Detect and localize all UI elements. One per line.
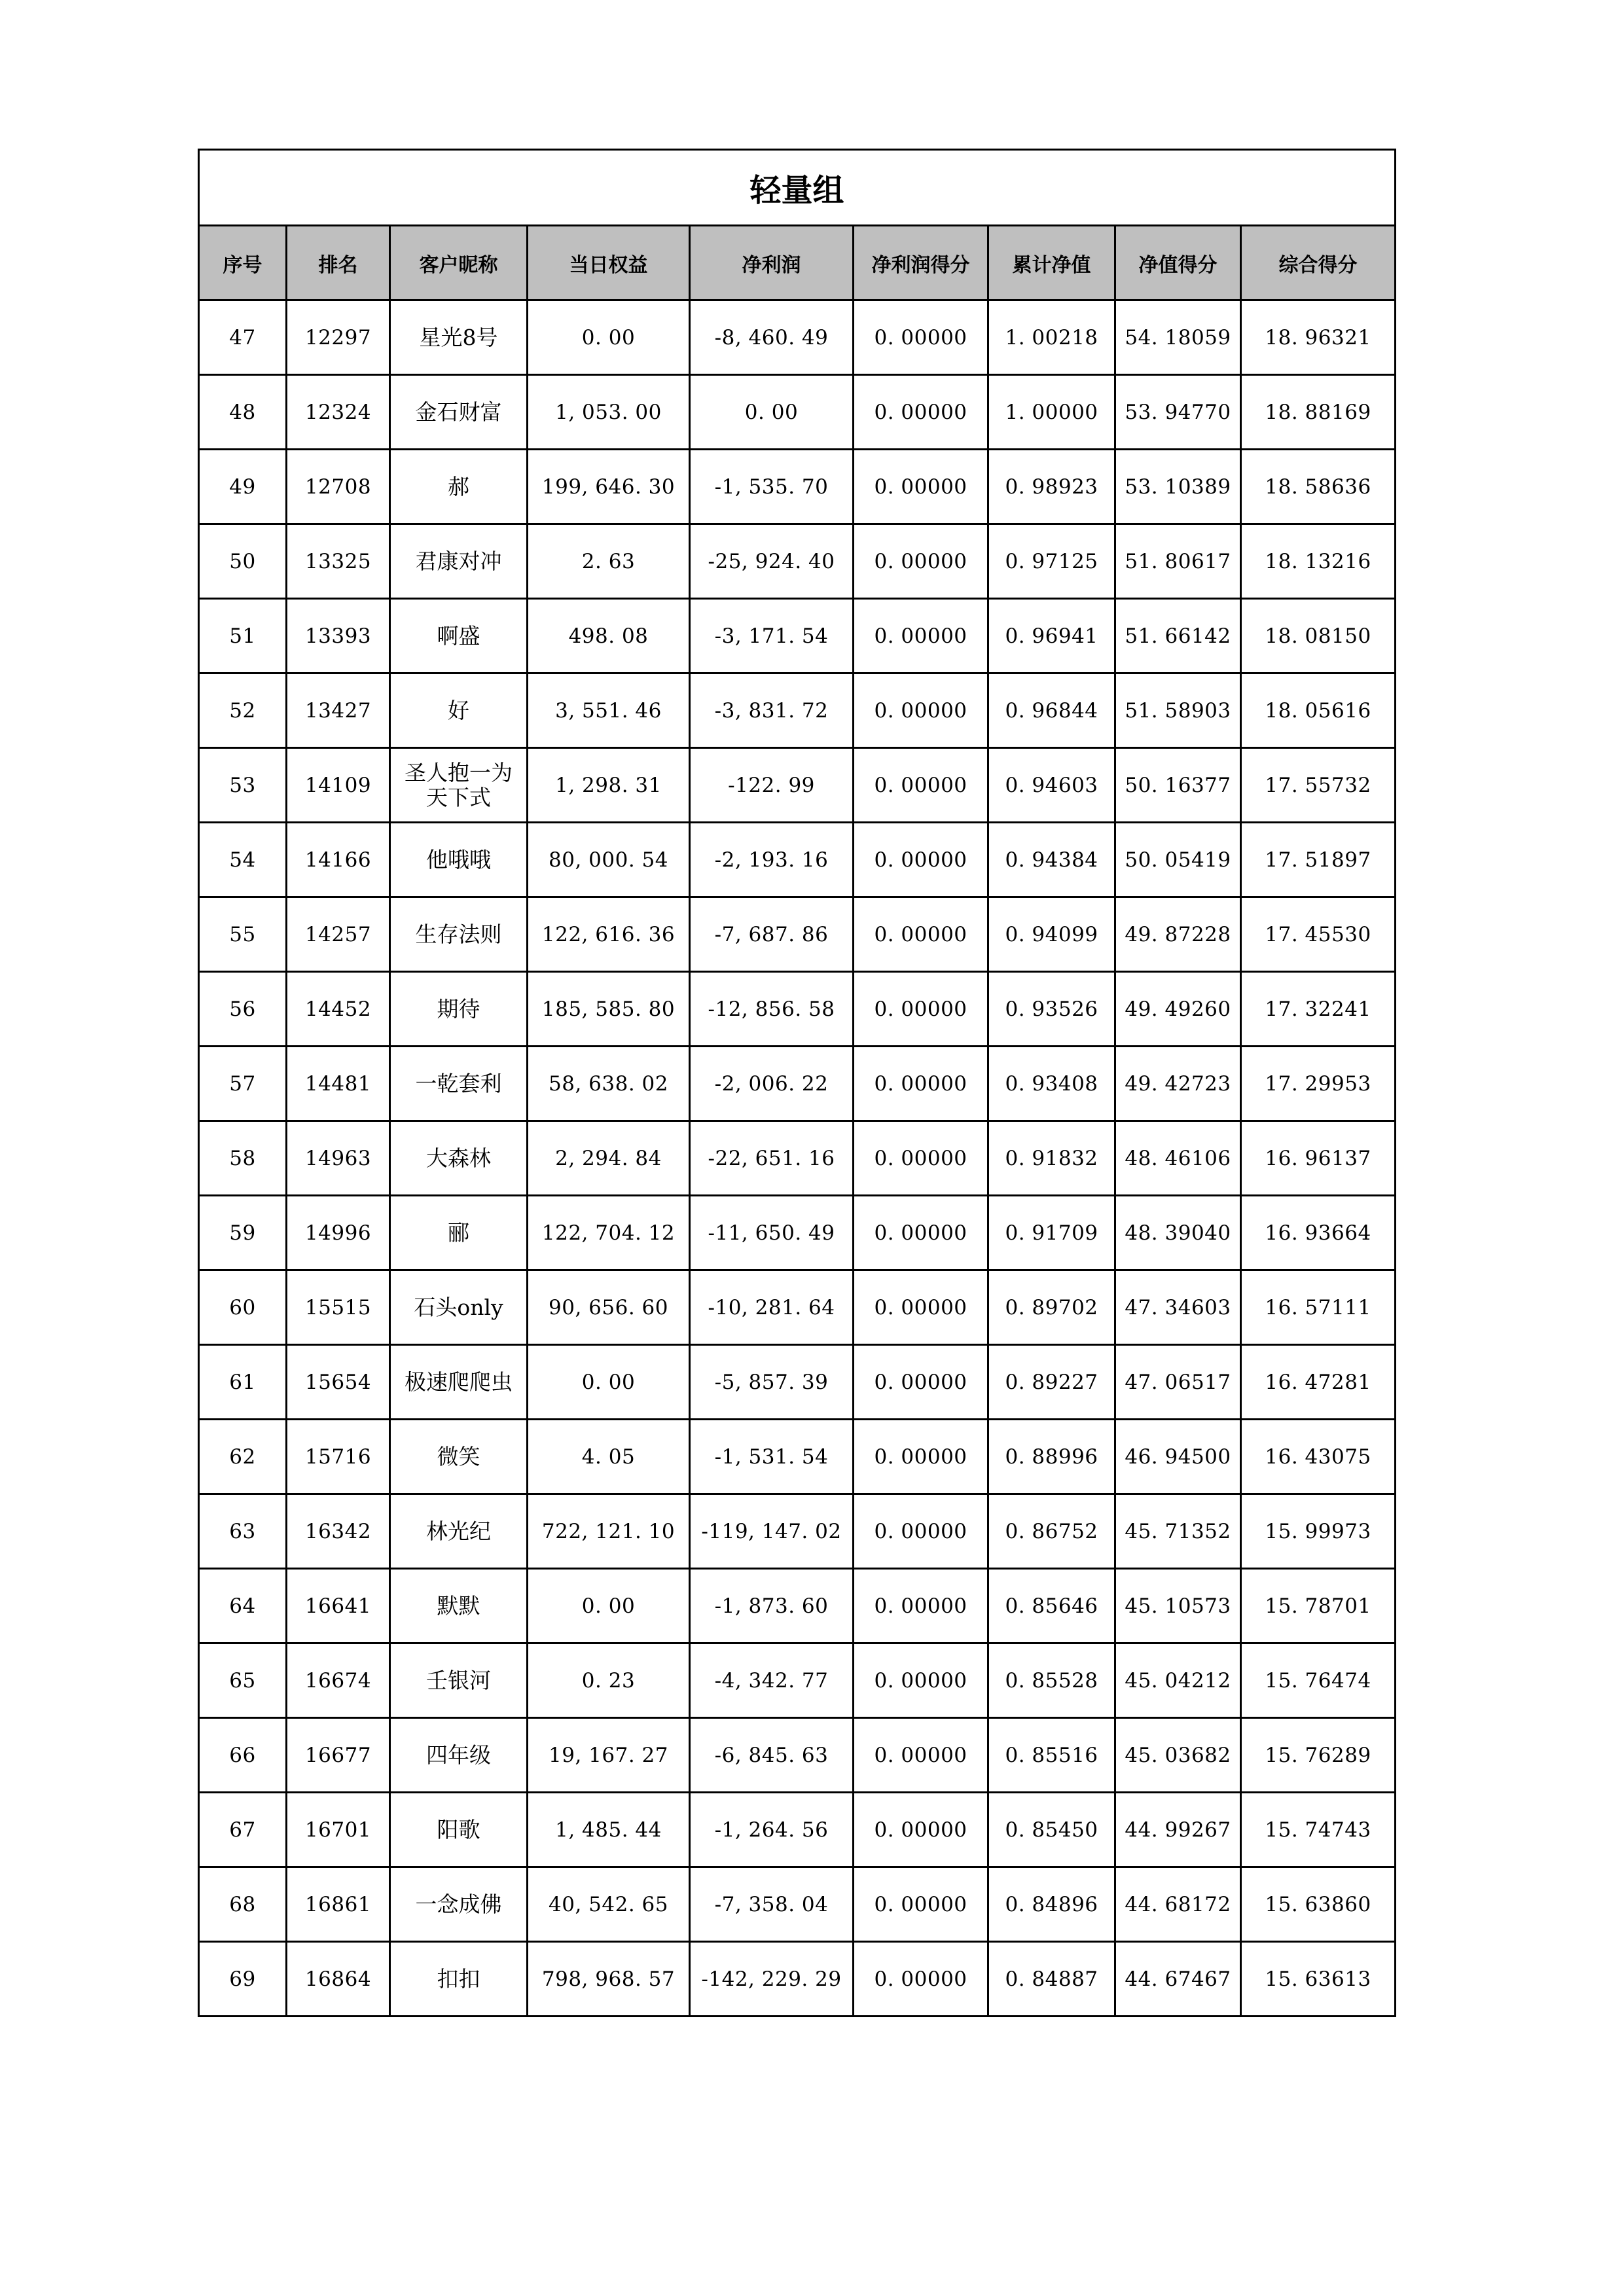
cumulative-nav-cell: 0. 85450 <box>988 1793 1115 1867</box>
nav-score-cell: 47. 06517 <box>1115 1345 1241 1420</box>
rank-cell: 15654 <box>287 1345 390 1420</box>
net-profit-cell: -1, 873. 60 <box>690 1569 854 1643</box>
column-header-nickname: 客户昵称 <box>390 226 528 300</box>
nickname-cell: 极速爬爬虫 <box>390 1345 528 1420</box>
nickname-cell: 石头only <box>390 1270 528 1345</box>
net-profit-score-cell: 0. 00000 <box>854 1718 988 1793</box>
equity-cell: 40, 542. 65 <box>528 1867 690 1942</box>
composite-score-cell: 15. 76289 <box>1241 1718 1396 1793</box>
cumulative-nav-cell: 0. 91709 <box>988 1196 1115 1270</box>
cumulative-nav-cell: 0. 94384 <box>988 823 1115 897</box>
composite-score-cell: 18. 58636 <box>1241 450 1396 524</box>
seq-cell: 67 <box>199 1793 287 1867</box>
nickname-cell: 阳歌 <box>390 1793 528 1867</box>
composite-score-cell: 16. 96137 <box>1241 1121 1396 1196</box>
nickname-cell: 金石财富 <box>390 375 528 450</box>
table-body <box>199 300 1396 2017</box>
net-profit-cell: -6, 845. 63 <box>690 1718 854 1793</box>
nickname-cell: 扣扣 <box>390 1942 528 2017</box>
net-profit-cell: -8, 460. 49 <box>690 300 854 375</box>
net-profit-cell: -4, 342. 77 <box>690 1643 854 1718</box>
seq-cell: 54 <box>199 823 287 897</box>
net-profit-score-cell: 0. 00000 <box>854 1867 988 1942</box>
net-profit-score-cell: 0. 00000 <box>854 1793 988 1867</box>
table-row <box>199 1345 1396 1420</box>
rank-cell: 14963 <box>287 1121 390 1196</box>
nav-score-cell: 44. 68172 <box>1115 1867 1241 1942</box>
net-profit-score-cell: 0. 00000 <box>854 897 988 972</box>
rank-cell: 14996 <box>287 1196 390 1270</box>
column-header-composite-score: 综合得分 <box>1241 226 1396 300</box>
rank-cell: 12324 <box>287 375 390 450</box>
cumulative-nav-cell: 0. 85516 <box>988 1718 1115 1793</box>
composite-score-cell: 16. 57111 <box>1241 1270 1396 1345</box>
rank-cell: 16864 <box>287 1942 390 2017</box>
cumulative-nav-cell: 0. 85528 <box>988 1643 1115 1718</box>
composite-score-cell: 18. 08150 <box>1241 599 1396 673</box>
net-profit-score-cell: 0. 00000 <box>854 1569 988 1643</box>
composite-score-cell: 18. 88169 <box>1241 375 1396 450</box>
nickname-cell: 他哦哦 <box>390 823 528 897</box>
rank-cell: 16861 <box>287 1867 390 1942</box>
nickname-cell: 默默 <box>390 1569 528 1643</box>
cumulative-nav-cell: 0. 93526 <box>988 972 1115 1047</box>
composite-score-cell: 16. 47281 <box>1241 1345 1396 1420</box>
equity-cell: 80, 000. 54 <box>528 823 690 897</box>
table-row <box>199 748 1396 823</box>
nav-score-cell: 53. 94770 <box>1115 375 1241 450</box>
seq-cell: 47 <box>199 300 287 375</box>
cumulative-nav-cell: 0. 98923 <box>988 450 1115 524</box>
net-profit-cell: -22, 651. 16 <box>690 1121 854 1196</box>
cumulative-nav-cell: 0. 84887 <box>988 1942 1115 2017</box>
table-row <box>199 1718 1396 1793</box>
seq-cell: 62 <box>199 1420 287 1494</box>
seq-cell: 50 <box>199 524 287 599</box>
net-profit-cell: -25, 924. 40 <box>690 524 854 599</box>
ranking-table <box>198 149 1396 2017</box>
equity-cell: 1, 485. 44 <box>528 1793 690 1867</box>
table-row <box>199 1121 1396 1196</box>
seq-cell: 64 <box>199 1569 287 1643</box>
net-profit-score-cell: 0. 00000 <box>854 1643 988 1718</box>
net-profit-score-cell: 0. 00000 <box>854 300 988 375</box>
net-profit-cell: -7, 687. 86 <box>690 897 854 972</box>
nav-score-cell: 51. 66142 <box>1115 599 1241 673</box>
net-profit-score-cell: 0. 00000 <box>854 1047 988 1121</box>
net-profit-score-cell: 0. 00000 <box>854 748 988 823</box>
nickname-cell: 生存法则 <box>390 897 528 972</box>
net-profit-cell: -5, 857. 39 <box>690 1345 854 1420</box>
table-row <box>199 823 1396 897</box>
equity-cell: 0. 00 <box>528 1345 690 1420</box>
composite-score-cell: 15. 76474 <box>1241 1643 1396 1718</box>
net-profit-cell: -142, 229. 29 <box>690 1942 854 2017</box>
net-profit-score-cell: 0. 00000 <box>854 375 988 450</box>
cumulative-nav-cell: 0. 89702 <box>988 1270 1115 1345</box>
rank-cell: 12297 <box>287 300 390 375</box>
seq-cell: 52 <box>199 673 287 748</box>
nav-score-cell: 49. 49260 <box>1115 972 1241 1047</box>
net-profit-score-cell: 0. 00000 <box>854 1196 988 1270</box>
net-profit-cell: -1, 535. 70 <box>690 450 854 524</box>
nav-score-cell: 49. 87228 <box>1115 897 1241 972</box>
seq-cell: 65 <box>199 1643 287 1718</box>
net-profit-cell: -1, 264. 56 <box>690 1793 854 1867</box>
rank-cell: 14452 <box>287 972 390 1047</box>
net-profit-cell: -119, 147. 02 <box>690 1494 854 1569</box>
net-profit-score-cell: 0. 00000 <box>854 972 988 1047</box>
table-row <box>199 1420 1396 1494</box>
nickname-cell: 星光8号 <box>390 300 528 375</box>
nav-score-cell: 46. 94500 <box>1115 1420 1241 1494</box>
equity-cell: 4. 05 <box>528 1420 690 1494</box>
column-header-rank: 排名 <box>287 226 390 300</box>
table-row <box>199 1494 1396 1569</box>
cumulative-nav-cell: 0. 94099 <box>988 897 1115 972</box>
cumulative-nav-cell: 0. 91832 <box>988 1121 1115 1196</box>
net-profit-score-cell: 0. 00000 <box>854 1345 988 1420</box>
seq-cell: 69 <box>199 1942 287 2017</box>
header-row <box>199 226 1396 300</box>
nav-score-cell: 45. 71352 <box>1115 1494 1241 1569</box>
equity-cell: 122, 616. 36 <box>528 897 690 972</box>
table-row <box>199 1867 1396 1942</box>
nav-score-cell: 54. 18059 <box>1115 300 1241 375</box>
rank-cell: 14109 <box>287 748 390 823</box>
cumulative-nav-cell: 0. 85646 <box>988 1569 1115 1643</box>
equity-cell: 0. 00 <box>528 1569 690 1643</box>
composite-score-cell: 18. 13216 <box>1241 524 1396 599</box>
cumulative-nav-cell: 0. 94603 <box>988 748 1115 823</box>
nav-score-cell: 44. 67467 <box>1115 1942 1241 2017</box>
table-row <box>199 375 1396 450</box>
nickname-cell: 大森林 <box>390 1121 528 1196</box>
equity-cell: 2. 63 <box>528 524 690 599</box>
composite-score-cell: 15. 74743 <box>1241 1793 1396 1867</box>
nav-score-cell: 45. 04212 <box>1115 1643 1241 1718</box>
equity-cell: 1, 298. 31 <box>528 748 690 823</box>
column-header-seq: 序号 <box>199 226 287 300</box>
composite-score-cell: 15. 63860 <box>1241 1867 1396 1942</box>
table-row <box>199 300 1396 375</box>
table-row <box>199 599 1396 673</box>
cumulative-nav-cell: 0. 93408 <box>988 1047 1115 1121</box>
rank-cell: 15515 <box>287 1270 390 1345</box>
table-row <box>199 1643 1396 1718</box>
table-row <box>199 1196 1396 1270</box>
nickname-cell: 林光纪 <box>390 1494 528 1569</box>
composite-score-cell: 17. 55732 <box>1241 748 1396 823</box>
seq-cell: 48 <box>199 375 287 450</box>
net-profit-cell: -10, 281. 64 <box>690 1270 854 1345</box>
nickname-cell: 郦 <box>390 1196 528 1270</box>
column-header-net-profit-score: 净利润得分 <box>854 226 988 300</box>
composite-score-cell: 17. 45530 <box>1241 897 1396 972</box>
composite-score-cell: 18. 96321 <box>1241 300 1396 375</box>
nickname-cell: 啊盛 <box>390 599 528 673</box>
equity-cell: 185, 585. 80 <box>528 972 690 1047</box>
seq-cell: 58 <box>199 1121 287 1196</box>
equity-cell: 0. 23 <box>528 1643 690 1718</box>
equity-cell: 199, 646. 30 <box>528 450 690 524</box>
equity-cell: 798, 968. 57 <box>528 1942 690 2017</box>
table-row <box>199 673 1396 748</box>
net-profit-score-cell: 0. 00000 <box>854 599 988 673</box>
seq-cell: 53 <box>199 748 287 823</box>
nav-score-cell: 45. 03682 <box>1115 1718 1241 1793</box>
net-profit-score-cell: 0. 00000 <box>854 450 988 524</box>
cumulative-nav-cell: 0. 86752 <box>988 1494 1115 1569</box>
nickname-cell: 一念成佛 <box>390 1867 528 1942</box>
nav-score-cell: 49. 42723 <box>1115 1047 1241 1121</box>
rank-cell: 16677 <box>287 1718 390 1793</box>
column-header-equity: 当日权益 <box>528 226 690 300</box>
seq-cell: 61 <box>199 1345 287 1420</box>
equity-cell: 3, 551. 46 <box>528 673 690 748</box>
net-profit-score-cell: 0. 00000 <box>854 524 988 599</box>
seq-cell: 56 <box>199 972 287 1047</box>
rank-cell: 13325 <box>287 524 390 599</box>
net-profit-cell: 0. 00 <box>690 375 854 450</box>
net-profit-cell: -3, 171. 54 <box>690 599 854 673</box>
net-profit-cell: -122. 99 <box>690 748 854 823</box>
rank-cell: 15716 <box>287 1420 390 1494</box>
composite-score-cell: 17. 29953 <box>1241 1047 1396 1121</box>
rank-cell: 14257 <box>287 897 390 972</box>
net-profit-cell: -11, 650. 49 <box>690 1196 854 1270</box>
net-profit-score-cell: 0. 00000 <box>854 1942 988 2017</box>
equity-cell: 722, 121. 10 <box>528 1494 690 1569</box>
composite-score-cell: 18. 05616 <box>1241 673 1396 748</box>
column-header-net-profit: 净利润 <box>690 226 854 300</box>
table-row <box>199 1270 1396 1345</box>
nav-score-cell: 50. 16377 <box>1115 748 1241 823</box>
rank-cell: 16641 <box>287 1569 390 1643</box>
composite-score-cell: 16. 93664 <box>1241 1196 1396 1270</box>
net-profit-score-cell: 0. 00000 <box>854 1270 988 1345</box>
table-row <box>199 897 1396 972</box>
column-header-cumulative-nav: 累计净值 <box>988 226 1115 300</box>
seq-cell: 68 <box>199 1867 287 1942</box>
equity-cell: 122, 704. 12 <box>528 1196 690 1270</box>
net-profit-cell: -1, 531. 54 <box>690 1420 854 1494</box>
seq-cell: 51 <box>199 599 287 673</box>
net-profit-cell: -2, 006. 22 <box>690 1047 854 1121</box>
table-row <box>199 524 1396 599</box>
nav-score-cell: 44. 99267 <box>1115 1793 1241 1867</box>
nickname-cell: 期待 <box>390 972 528 1047</box>
equity-cell: 19, 167. 27 <box>528 1718 690 1793</box>
equity-cell: 58, 638. 02 <box>528 1047 690 1121</box>
composite-score-cell: 17. 51897 <box>1241 823 1396 897</box>
nav-score-cell: 47. 34603 <box>1115 1270 1241 1345</box>
cumulative-nav-cell: 0. 88996 <box>988 1420 1115 1494</box>
net-profit-score-cell: 0. 00000 <box>854 673 988 748</box>
column-header-nav-score: 净值得分 <box>1115 226 1241 300</box>
cumulative-nav-cell: 1. 00218 <box>988 300 1115 375</box>
cumulative-nav-cell: 0. 84896 <box>988 1867 1115 1942</box>
rank-cell: 14481 <box>287 1047 390 1121</box>
nav-score-cell: 50. 05419 <box>1115 823 1241 897</box>
table-row <box>199 972 1396 1047</box>
nickname-cell: 好 <box>390 673 528 748</box>
rank-cell: 16342 <box>287 1494 390 1569</box>
rank-cell: 14166 <box>287 823 390 897</box>
seq-cell: 59 <box>199 1196 287 1270</box>
composite-score-cell: 15. 78701 <box>1241 1569 1396 1643</box>
nav-score-cell: 48. 39040 <box>1115 1196 1241 1270</box>
nav-score-cell: 51. 58903 <box>1115 673 1241 748</box>
nickname-cell: 君康对冲 <box>390 524 528 599</box>
nickname-cell: 四年级 <box>390 1718 528 1793</box>
rank-cell: 12708 <box>287 450 390 524</box>
cumulative-nav-cell: 0. 89227 <box>988 1345 1115 1420</box>
table-title: 轻量组 <box>199 150 1396 226</box>
seq-cell: 55 <box>199 897 287 972</box>
net-profit-cell: -3, 831. 72 <box>690 673 854 748</box>
seq-cell: 63 <box>199 1494 287 1569</box>
net-profit-score-cell: 0. 00000 <box>854 1121 988 1196</box>
equity-cell: 90, 656. 60 <box>528 1270 690 1345</box>
nickname-cell: 郝 <box>390 450 528 524</box>
cumulative-nav-cell: 0. 97125 <box>988 524 1115 599</box>
nickname-cell: 一乾套利 <box>390 1047 528 1121</box>
equity-cell: 2, 294. 84 <box>528 1121 690 1196</box>
equity-cell: 0. 00 <box>528 300 690 375</box>
net-profit-cell: -7, 358. 04 <box>690 1867 854 1942</box>
nav-score-cell: 48. 46106 <box>1115 1121 1241 1196</box>
nav-score-cell: 51. 80617 <box>1115 524 1241 599</box>
net-profit-score-cell: 0. 00000 <box>854 823 988 897</box>
net-profit-score-cell: 0. 00000 <box>854 1494 988 1569</box>
table-row <box>199 1047 1396 1121</box>
nav-score-cell: 53. 10389 <box>1115 450 1241 524</box>
rank-cell: 13427 <box>287 673 390 748</box>
net-profit-cell: -2, 193. 16 <box>690 823 854 897</box>
seq-cell: 60 <box>199 1270 287 1345</box>
table-row <box>199 450 1396 524</box>
table-row <box>199 1793 1396 1867</box>
table-row <box>199 1569 1396 1643</box>
rank-cell: 16701 <box>287 1793 390 1867</box>
composite-score-cell: 16. 43075 <box>1241 1420 1396 1494</box>
cumulative-nav-cell: 0. 96844 <box>988 673 1115 748</box>
nickname-cell: 圣人抱一为 天下式 <box>390 748 528 823</box>
rank-cell: 13393 <box>287 599 390 673</box>
cumulative-nav-cell: 0. 96941 <box>988 599 1115 673</box>
nickname-cell: 壬银河 <box>390 1643 528 1718</box>
seq-cell: 66 <box>199 1718 287 1793</box>
composite-score-cell: 15. 63613 <box>1241 1942 1396 2017</box>
seq-cell: 49 <box>199 450 287 524</box>
seq-cell: 57 <box>199 1047 287 1121</box>
composite-score-cell: 15. 99973 <box>1241 1494 1396 1569</box>
composite-score-cell: 17. 32241 <box>1241 972 1396 1047</box>
rank-cell: 16674 <box>287 1643 390 1718</box>
table-row <box>199 1942 1396 2017</box>
cumulative-nav-cell: 1. 00000 <box>988 375 1115 450</box>
net-profit-cell: -12, 856. 58 <box>690 972 854 1047</box>
nav-score-cell: 45. 10573 <box>1115 1569 1241 1643</box>
net-profit-score-cell: 0. 00000 <box>854 1420 988 1494</box>
equity-cell: 1, 053. 00 <box>528 375 690 450</box>
nickname-cell: 微笑 <box>390 1420 528 1494</box>
equity-cell: 498. 08 <box>528 599 690 673</box>
